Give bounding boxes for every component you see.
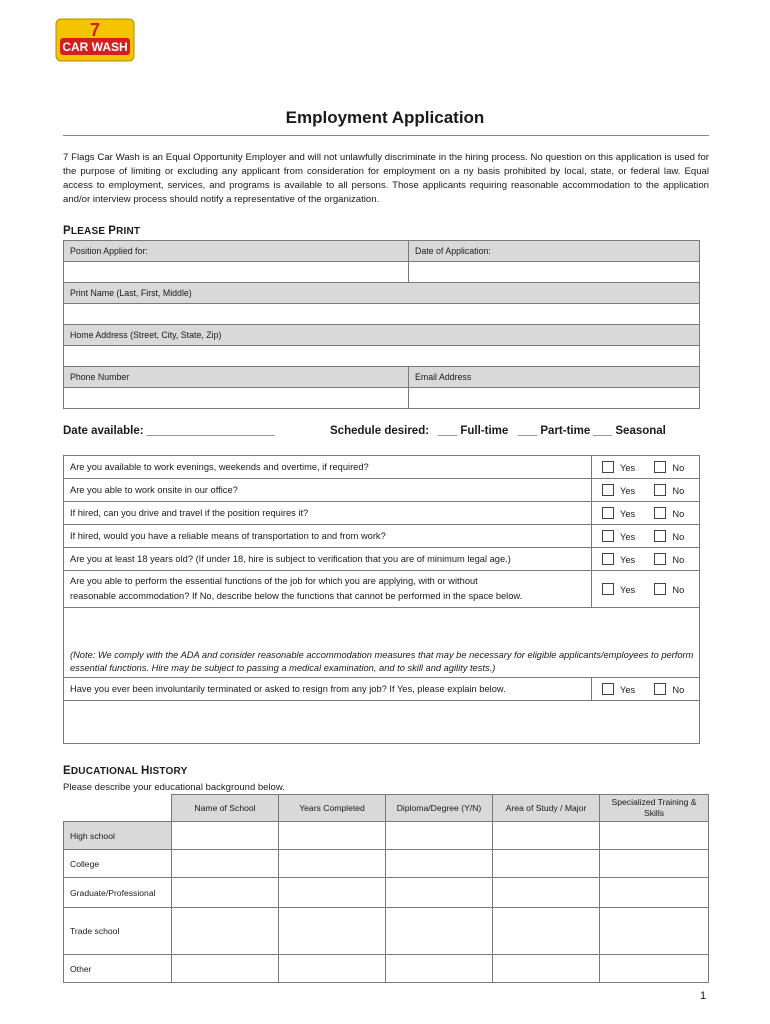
- question-text: Are you at least 18 years old? (If under 18, hire is subject to verification that you are of minimum legal age.): [64, 548, 592, 571]
- table-cell[interactable]: [493, 822, 600, 850]
- yes-checkbox[interactable]: [602, 553, 614, 565]
- date-application-input[interactable]: [409, 262, 700, 283]
- question-text: Have you ever been involuntarily terminated or asked to resign from any job? If Yes, please explain below.: [64, 678, 592, 701]
- fulltime-option[interactable]: ___ Full-time: [438, 425, 509, 437]
- row-label: Other: [64, 955, 172, 983]
- question-row: Have you ever been involuntarily terminated or asked to resign from any job? If Yes, please explain below. Yes No: [64, 678, 700, 701]
- no-checkbox[interactable]: [654, 461, 666, 473]
- table-cell[interactable]: [172, 822, 279, 850]
- yes-checkbox[interactable]: [602, 461, 614, 473]
- table-cell[interactable]: [279, 850, 386, 878]
- table-cell[interactable]: [600, 908, 709, 955]
- no-checkbox[interactable]: [654, 507, 666, 519]
- question-text: If hired, would you have a reliable means of transportation to and from work?: [64, 525, 592, 548]
- education-table: [63, 794, 709, 983]
- car-wash-logo: [55, 18, 135, 62]
- table-cell[interactable]: [279, 822, 386, 850]
- phone-input[interactable]: [64, 388, 409, 409]
- date-application-label: Date of Application:: [409, 241, 700, 262]
- yes-checkbox[interactable]: [602, 583, 614, 595]
- yes-checkbox[interactable]: [602, 484, 614, 496]
- question-row: Are you able to work onsite in our office? Yes No: [64, 479, 700, 502]
- table-row: [64, 878, 709, 908]
- svg-text:7: 7: [89, 20, 101, 40]
- schedule-label: Schedule desired:: [330, 425, 430, 437]
- question-text: Are you available to work evenings, weekends and overtime, if required?: [64, 456, 592, 479]
- position-input[interactable]: [64, 262, 409, 283]
- question-text: Are you able to work onsite in our office?: [64, 479, 592, 502]
- empty-corner: [64, 795, 172, 822]
- question-text: If hired, can you drive and travel if the position requires it?: [64, 502, 592, 525]
- seasonal-option[interactable]: ___ Seasonal: [593, 425, 666, 437]
- row-label: Trade school: [64, 908, 172, 955]
- date-available-field[interactable]: Date available: ____________________: [63, 425, 275, 437]
- no-checkbox[interactable]: [654, 683, 666, 695]
- table-cell[interactable]: [600, 878, 709, 908]
- table-cell[interactable]: [386, 908, 493, 955]
- table-cell[interactable]: [279, 908, 386, 955]
- education-subtitle: Please describe your educational background below.: [63, 782, 285, 793]
- table-cell[interactable]: [493, 955, 600, 983]
- parttime-option[interactable]: ___ Part-time: [518, 425, 591, 437]
- page-title: Employment Application: [285, 108, 485, 127]
- table-row: [64, 850, 709, 878]
- table-cell[interactable]: [386, 878, 493, 908]
- page-number: 1: [700, 990, 707, 1002]
- table-cell[interactable]: [172, 878, 279, 908]
- table-cell[interactable]: [172, 908, 279, 955]
- yes-checkbox[interactable]: [602, 507, 614, 519]
- table-cell[interactable]: [386, 850, 493, 878]
- yes-checkbox[interactable]: [602, 530, 614, 542]
- please-print-heading: PLEASE PRINT: [63, 225, 141, 237]
- ada-note-area[interactable]: (Note: We comply with the ADA and consider reasonable accommodation measures that may be necessary for eligible applicants/employees to perform essential functions. Hire may be subject to passing a medical examination, and to skill and agility tests.): [64, 608, 700, 678]
- personal-info-table: [63, 240, 700, 409]
- position-label: Position Applied for:: [64, 241, 409, 262]
- question-row: Are you available to work evenings, weekends and overtime, if required? Yes No: [64, 456, 700, 479]
- col-header: Name of School: [172, 795, 279, 822]
- termination-explain-input[interactable]: [64, 701, 700, 744]
- row-label: High school: [64, 822, 172, 850]
- no-checkbox[interactable]: [654, 484, 666, 496]
- name-input[interactable]: [64, 304, 700, 325]
- no-checkbox[interactable]: [654, 553, 666, 565]
- name-label: Print Name (Last, First, Middle): [64, 283, 700, 304]
- no-checkbox[interactable]: [654, 583, 666, 595]
- questions-table: [63, 455, 700, 744]
- svg-text:CAR WASH: CAR WASH: [62, 40, 128, 54]
- table-cell[interactable]: [493, 878, 600, 908]
- table-cell[interactable]: [600, 955, 709, 983]
- education-heading: EDUCATIONAL HISTORY: [63, 765, 188, 777]
- table-row: [64, 822, 709, 850]
- intro-paragraph: 7 Flags Car Wash is an Equal Opportunity Employer and will not unlawfully discriminate in the hiring process. No question on this application is used for the purpose of limiting or excluding any applicant from consideration for employment on a ny basis prohibited by local, state, or federal law. Equal access to employment, services, and programs is available to all persons. Those applicants requiring reasonable accommodation to the application and/or interview process should notify a representative of the organization.: [63, 152, 709, 205]
- email-input[interactable]: [409, 388, 700, 409]
- col-header: Specialized Training & Skills: [600, 795, 709, 822]
- table-cell[interactable]: [172, 955, 279, 983]
- question-row: If hired, would you have a reliable means of transportation to and from work? Yes No: [64, 525, 700, 548]
- question-text: Are you able to perform the essential functions of the job for which you are applying, with or without reasonable accommodation? If No, describe below the functions that cannot be performed in the space below.: [64, 571, 592, 608]
- no-checkbox[interactable]: [654, 530, 666, 542]
- phone-label: Phone Number: [64, 367, 409, 388]
- row-label: College: [64, 850, 172, 878]
- table-cell[interactable]: [493, 908, 600, 955]
- table-row: [64, 908, 709, 955]
- address-label: Home Address (Street, City, State, Zip): [64, 325, 700, 346]
- col-header: Area of Study / Major: [493, 795, 600, 822]
- address-input[interactable]: [64, 346, 700, 367]
- table-row: [64, 955, 709, 983]
- email-label: Email Address: [409, 367, 700, 388]
- table-cell[interactable]: [493, 850, 600, 878]
- table-cell[interactable]: [279, 955, 386, 983]
- question-row: Are you at least 18 years old? (If under 18, hire is subject to verification that you are of minimum legal age.) Yes No: [64, 548, 700, 571]
- table-cell[interactable]: [386, 955, 493, 983]
- col-header: Years Completed: [279, 795, 386, 822]
- table-cell[interactable]: [600, 850, 709, 878]
- col-header: Diploma/Degree (Y/N): [386, 795, 493, 822]
- table-cell[interactable]: [386, 822, 493, 850]
- question-row: Are you able to perform the essential functions of the job for which you are applying, with or without reasonable accommodation? If No, describe below the functions that cannot be performed in the space below. Yes No: [64, 571, 700, 608]
- title-divider: [63, 135, 709, 136]
- question-row: If hired, can you drive and travel if the position requires it? Yes No: [64, 502, 700, 525]
- table-cell[interactable]: [279, 878, 386, 908]
- row-label: Graduate/Professional: [64, 878, 172, 908]
- table-cell[interactable]: [600, 822, 709, 850]
- table-cell[interactable]: [172, 850, 279, 878]
- yes-checkbox[interactable]: [602, 683, 614, 695]
